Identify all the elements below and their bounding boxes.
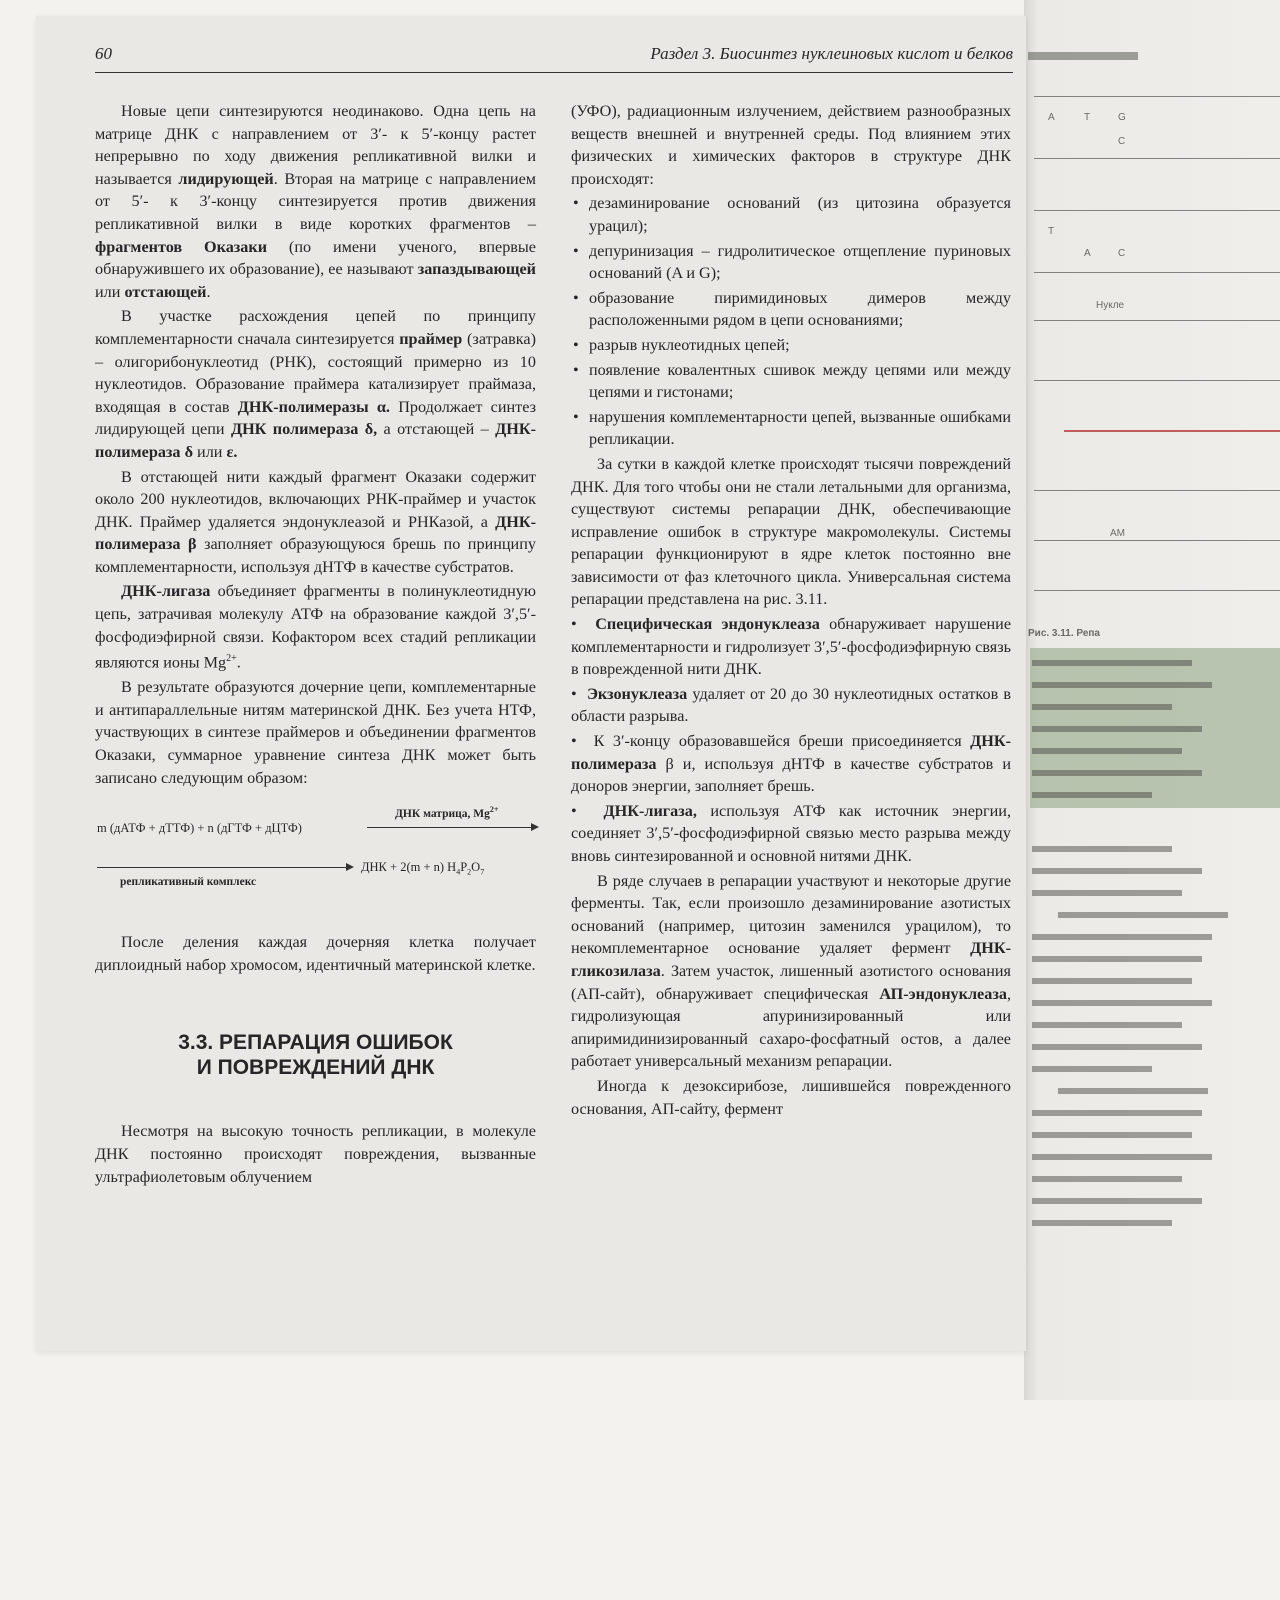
- running-header: [95, 44, 1013, 73]
- equation-condition-bottom: репликативный комплекс: [120, 876, 257, 889]
- page-number: 60: [95, 44, 112, 63]
- neighbor-fig-label: АМ: [1110, 528, 1125, 539]
- reaction-arrow: [367, 827, 537, 828]
- right-column: [571, 100, 1011, 1120]
- paragraph: Несмотря на высокую точность репликации, в молекуле ДНК постоянно происходят повреждения, вызванные ультрафиолетовым облучением: [95, 1122, 536, 1186]
- neighbor-header-smudge: [1028, 52, 1138, 60]
- list-item: • появление ковалентных сшивок между цепями или между цепями и гистонами;: [573, 360, 1011, 402]
- list-item: • нарушения комплементарности цепей, вызванные ошибками репликации.: [573, 407, 1011, 449]
- neighbor-fig-letter: A: [1084, 248, 1091, 259]
- list-item: • образование пиримидиновых димеров между расположенными рядом в цепи основаниями;: [573, 288, 1011, 330]
- reaction-arrow: [97, 867, 352, 868]
- paragraph: В отстающей нити каждый фрагмент Оказаки содержит около 200 нуклеотидов, включающих РНК-праймер и участок ДНК. Праймер удаляется эндонуклеазой и РНКазой, а ДНК-полимераза β заполняет образующуюся брешь по принципу комплементарности, используя дНТФ в качестве субстратов.: [95, 467, 536, 576]
- neighbor-fig-letter: C: [1118, 248, 1126, 259]
- neighbor-fig-label: Нукле: [1096, 300, 1125, 311]
- paragraph: В результате образуются дочерние цепи, комплементарные и антипараллельные нитям материнской ДНК. Без учета НТФ, участвующих в синтезе праймеров и объединении фрагментов Оказаки, суммарное уравнение синтеза ДНК может быть записано следующим образом:: [95, 678, 536, 787]
- paragraph: Иногда к дезоксирибозе, лишившейся поврежденного основания, АП-сайту, фермент: [571, 1076, 1011, 1118]
- neighbor-fig-caption: Рис. 3.11. Репа: [1028, 628, 1100, 639]
- neighbor-fig-letter: T: [1048, 226, 1055, 237]
- list-item: • депуринизация – гидролитическое отщепление пуриновых оснований (A и G);: [573, 241, 1011, 283]
- equation-condition-top: ДНК матрица, $Mg^{2+}$: [395, 805, 499, 821]
- paragraph: За сутки в каждой клетке происходят тысячи повреждений ДНК. Для того чтобы они не стали летальными для организма, существуют системы репарации ДНК, обеспечивающие исправление ошибок в структуре макромолекулы. Системы репарации функционируют в ядре клеток постоянно вне зависимости от фаз клеточного цикла. Универсальная система репарации представлена на рис. 3.11.: [571, 454, 1011, 609]
- paragraph: В ряде случаев в репарации участвуют и некоторые другие ферменты. Так, если произошло дезаминирование азотистых оснований (например, цитозин заменился урацилом), то некомплементарное основание удаляет фермент ДНК-гликозилаза. Затем участок, лишенный азотистого основания (АП-сайт), обнаруживает специфическая АП-эндонуклеаза, гидролизующая апуринизированный или апиримидинизированный сахаро-фосфатный остов, а далее работает универсальный механизм репарации.: [571, 871, 1011, 1071]
- equation-products: ДНК + 2(m + n) $H_4P_2O_7$: [361, 860, 485, 877]
- repair-step: • Экзонуклеаза удаляет от 20 до 30 нуклеотидных остатков в области разрыва.: [571, 684, 1011, 726]
- paragraph: (УФО), радиационным излучением, действием разнообразных веществ внешней и внутренней среды. Под влиянием этих физических и химических факторов в структуре ДНК происходят:: [571, 102, 1011, 188]
- paragraph: ДНК-лигаза объединяет фрагменты в полинуклеотидную цепь, затрачивая молекулу АТФ на образование каждой 3′,5′-фосфодиэфирной связи. Кофактором всех стадий репликации являются ионы $Mg^{2+}$.: [95, 582, 536, 672]
- list-item: • разрыв нуклеотидных цепей;: [573, 335, 790, 354]
- neighbor-fig-letter: T: [1084, 112, 1091, 123]
- repair-step: • Специфическая эндонуклеаза обнаруживает нарушение комплементарности и гидролизует 3′,5′-фосфодиэфирную связь в поврежденной нити ДНК.: [571, 615, 1012, 679]
- dna-synthesis-equation: [95, 797, 536, 925]
- neighbor-fig-letter: G: [1118, 112, 1126, 123]
- neighbor-fig-letter: C: [1118, 136, 1126, 147]
- repair-step: • ДНК-лигаза, используя АТФ как источник энергии, соединяет 3′,5′-фосфодиэфирной связью место разрыва между вновь синтезированной и основной нитями ДНК.: [571, 801, 1011, 865]
- repair-step: • К 3′-концу образовавшейся бреши присоединяется ДНК-полимераза β и, используя дНТФ в качестве субстратов и доноров энергии, заполняет брешь.: [571, 732, 1011, 796]
- paragraph: После деления каждая дочерняя клетка получает диплоидный набор хромосом, идентичный материнской клетке.: [95, 933, 536, 974]
- paragraph: В участке расхождения цепей по принципу комплементарности сначала синтезируется праймер (затравка) – олигорибонуклеотид (РНК), состоящий примерно из 10 нуклеотидов. Образование праймера катализирует праймаза, входящая в состав ДНК-полимеразы α. Продолжает синтез лидирующей цепи ДНК полимераза δ, а отстающей – ДНК-полимераза δ или ε.: [95, 307, 537, 461]
- list-item: • дезаминирование оснований (из цитозина образуется урацил);: [573, 194, 1011, 235]
- neighbor-page: [1024, 0, 1280, 1400]
- section-heading: 3.3. РЕПАРАЦИЯ ОШИБОК И ПОВРЕЖДЕНИЙ ДНК: [178, 1031, 453, 1080]
- paragraph: Новые цепи синтезируются неодинаково. Одна цепь на матрице ДНК с направлением от 3′- к 5′-концу растет непрерывно по ходу движения репликативной вилки и называется лидирующей. Вторая на матрице с направлением от 5′- к 3′-концу синтезируется против движения репликативной вилки в виде коротких фрагментов – фрагментов Оказаки (по имени ученого, впервые обнаружившего их образование), ее называют запаздывающей или отстающей.: [95, 102, 536, 301]
- running-title: Раздел 3. Биосинтез нуклеиновых кислот и белков: [650, 44, 1013, 63]
- left-column: [95, 100, 536, 1188]
- equation-reactants: m (дАТФ + дТТФ) + n (дГТФ + дЦТФ): [97, 821, 302, 836]
- neighbor-fig-letter: A: [1048, 112, 1055, 123]
